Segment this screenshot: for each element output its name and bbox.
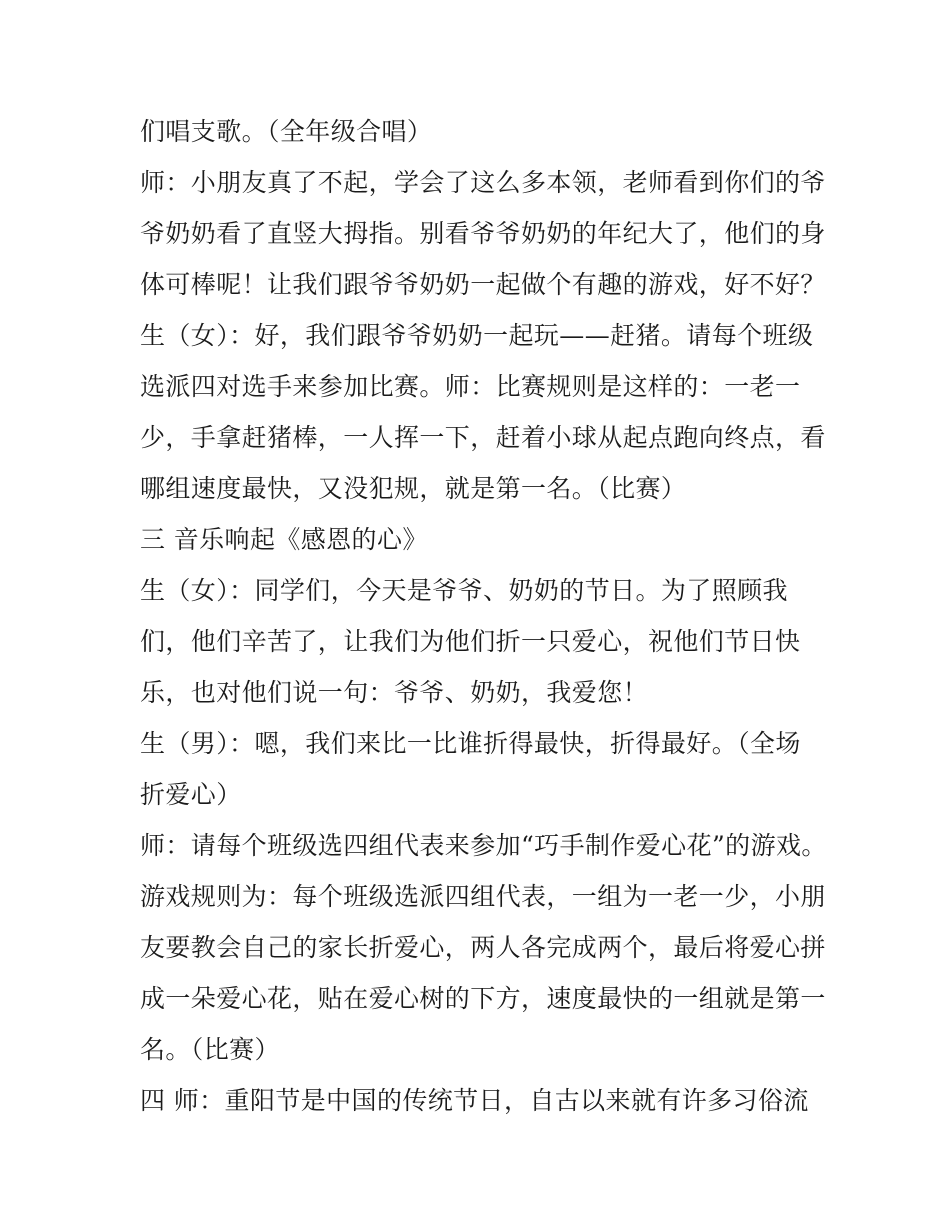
text-line: 选派四对选手来参加比赛。师：比赛规则是这样的：一老一 [140,372,801,401]
text-line: 名。（比赛） [140,1035,280,1064]
text-line: 爷奶奶看了直竖大拇指。别看爷爷奶奶的年纪大了，他们的身 [140,219,826,248]
document-body [140,106,830,1126]
section-heading-line: 三 音乐响起《感恩的心》 [140,525,428,554]
text-line: 生（女）：好，我们跟爷爷奶奶一起玩——赶猪。请每个班级 [140,321,814,350]
text-line: 师：小朋友真了不起，学会了这么多本领，老师看到你们的爷 [140,168,826,197]
text-line: 成一朵爱心花，贴在爱心树的下方，速度最快的一组就是第一 [140,984,826,1013]
text-line: 友要教会自己的家长折爱心，两人各完成两个，最后将爱心拼 [140,933,826,962]
text-line: 生（女）：同学们，今天是爷爷、奶奶的节日。为了照顾我 [140,576,788,605]
text-line: 体可棒呢！让我们跟爷爷奶奶一起做个有趣的游戏，好不好？ [140,270,826,299]
text-line: 们，他们辛苦了，让我们为他们折一只爱心，祝他们节日快 [140,627,801,656]
text-line: 们唱支歌。（全年级合唱） [140,117,433,146]
text-line: 乐，也对他们说一句：爷爷、奶奶，我爱您！ [140,678,649,707]
text-line: 折爱心） [140,780,242,809]
text-line: 师：请每个班级选四组代表来参加“巧手制作爱心花”的游戏。 [140,831,827,860]
text-line: 哪组速度最快，又没犯规，就是第一名。（比赛） [140,474,687,503]
section-heading-line: 四 师：重阳节是中国的传统节日，自古以来就有许多习俗流 [140,1086,809,1115]
text-line: 少，手拿赶猪棒，一人挥一下，赶着小球从起点跑向终点，看 [140,423,826,452]
text-line: 游戏规则为：每个班级选派四组代表，一组为一老一少，小朋 [140,882,826,911]
text-line: 生（男）：嗯，我们来比一比谁折得最快，折得最好。（全场 [140,729,801,758]
